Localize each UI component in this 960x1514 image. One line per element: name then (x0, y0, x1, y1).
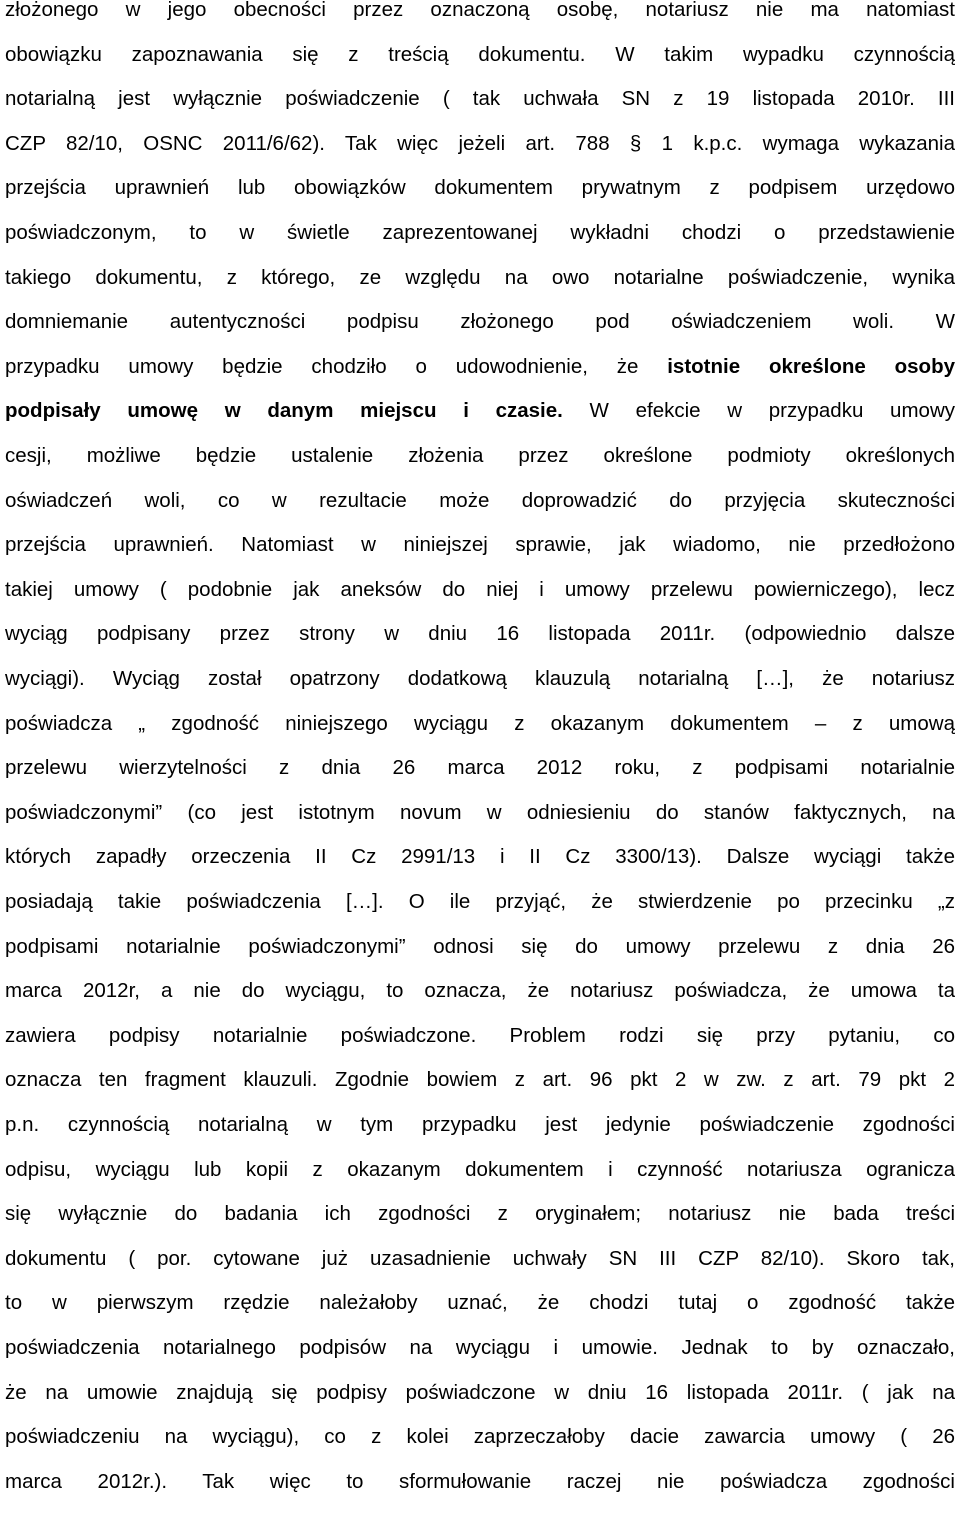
bold-text-segment: istotnie określone osoby (667, 354, 955, 378)
text-line (5, 622, 955, 666)
text-line (5, 221, 955, 265)
text-segment: oznacza ten fragment klauzuli. Zgodnie bowiem z art. 96 pkt 2 w zw. z art. 79 pkt 2 (5, 1068, 955, 1092)
text-line (5, 0, 955, 42)
text-segment: marca 2012r.). Tak więc to sformułowanie raczej nie poświadcza zgodności (5, 1469, 955, 1493)
text-segment: że na umowie znajdują się podpisy poświadczone w dniu 16 listopada 2011r. ( jak na (5, 1380, 955, 1404)
text-segment: oświadczeń woli, co w rezultacie może doprowadzić do przyjęcia skuteczności (5, 488, 955, 512)
text-line (5, 444, 955, 488)
text-segment: odpisu, wyciągu lub kopii z okazanym dokumentem i czynność notariusza ogranicza (5, 1157, 955, 1181)
text-line (5, 578, 955, 622)
text-segment: dokumentu ( por. cytowane już uzasadnienie uchwały SN III CZP 82/10). Skoro tak, (5, 1246, 955, 1270)
text-segment: poświadczonym, to w świetle zaprezentowanej wykładni chodzi o przedstawienie (5, 221, 955, 244)
text-segment: notarialną jest wyłącznie poświadczenie ( tak uchwała SN z 19 listopada 2010r. III (5, 87, 955, 111)
text-line (5, 87, 955, 131)
text-line (5, 1291, 955, 1335)
text-segment: posiadają takie poświadczenia […]. O ile przyjąć, że stwierdzenie po przecinku „z (5, 890, 955, 913)
text-segment: poświadczonymi” (co jest istotnym novum w odniesieniu do stanów faktycznych, na (5, 800, 955, 824)
text-line (5, 266, 955, 310)
text-segment: wyciągi). Wyciąg został opatrzony dodatkową klauzulą notarialną […], że notariusz (5, 667, 955, 690)
text-line (5, 1158, 955, 1202)
text-segment: obowiązku zapoznawania się z treścią dokumentu. W takim wypadku czynnością (5, 42, 955, 66)
text-line (5, 935, 955, 979)
text-segment: cesji, możliwe będzie ustalenie złożenia przez określone podmioty określonych (5, 444, 955, 467)
text-line (5, 176, 955, 220)
text-segment: przejścia uprawnień lub obowiązków dokumentem prywatnym z podpisem urzędowo (5, 176, 955, 200)
text-line (5, 1470, 955, 1514)
text-segment: przejścia uprawnień. Natomiast w niniejszej sprawie, jak wiadomo, nie przedłożono (5, 533, 955, 557)
text-line (5, 890, 955, 934)
text-segment: takiej umowy ( podobnie jak aneksów do niej i umowy przelewu powierniczego), lecz (5, 577, 955, 601)
text-line (5, 1336, 955, 1380)
text-line (5, 1024, 955, 1068)
text-line (5, 801, 955, 845)
text-segment: takiego dokumentu, z którego, ze względu na owo notarialne poświadczenie, wynika (5, 265, 955, 289)
text-segment: p.n. czynnością notarialną w tym przypadku jest jedynie poświadczenie zgodności (5, 1113, 955, 1136)
text-segment: złożonego w jego obecności przez oznaczoną osobę, notariusz nie ma natomiast (5, 0, 955, 21)
text-line (5, 1202, 955, 1246)
text-line (5, 979, 955, 1023)
text-line (5, 533, 955, 577)
text-line (5, 132, 955, 176)
text-line (5, 845, 955, 889)
text-line (5, 1068, 955, 1112)
text-line (5, 43, 955, 87)
text-line (5, 355, 955, 399)
text-segment: się wyłącznie do badania ich zgodności z oryginałem; notariusz nie bada treści (5, 1202, 955, 1226)
text-segment: zawiera podpisy notarialnie poświadczone. Problem rodzi się przy pytaniu, co (5, 1023, 955, 1047)
text-segment: CZP 82/10, OSNC 2011/6/62). Tak więc jeżeli art. 788 § 1 k.p.c. wymaga wykazania (5, 131, 955, 155)
text-line (5, 310, 955, 354)
text-segment: to w pierwszym rzędzie należałoby uznać, że chodzi tutaj o zgodność także (5, 1291, 955, 1315)
text-line (5, 399, 955, 443)
text-segment: podpisami notarialnie poświadczonymi” odnosi się do umowy przelewu z dnia 26 (5, 934, 955, 958)
text-segment: których zapadły orzeczenia II Cz 2991/13 i II Cz 3300/13). Dalsze wyciągi także (5, 845, 955, 869)
text-segment: poświadczenia notarialnego podpisów na wyciągu i umowie. Jednak to by oznaczało, (5, 1336, 955, 1359)
text-line (5, 1247, 955, 1291)
text-line (5, 756, 955, 800)
text-line (5, 1381, 955, 1425)
text-segment: przypadku umowy będzie chodziło o udowodnienie, że (5, 354, 668, 378)
text-segment: wyciąg podpisany przez strony w dniu 16 listopada 2011r. (odpowiednio dalsze (5, 622, 955, 646)
text-segment: marca 2012r, a nie do wyciągu, to oznacza, że notariusz poświadcza, że umowa ta (5, 979, 955, 1003)
text-line (5, 489, 955, 533)
text-line (5, 1425, 955, 1469)
text-line (5, 667, 955, 711)
text-line (5, 712, 955, 756)
text-segment: domniemanie autentyczności podpisu złożonego pod oświadczeniem woli. W (5, 310, 955, 334)
text-line (5, 1113, 955, 1157)
text-segment: poświadczeniu na wyciągu), co z kolei zaprzeczałoby dacie zawarcia umowy ( 26 (5, 1425, 955, 1449)
text-segment: W efekcie w przypadku umowy (562, 399, 955, 423)
text-segment: przelewu wierzytelności z dnia 26 marca 2012 roku, z podpisami notarialnie (5, 756, 955, 780)
text-segment: poświadcza „ zgodność niniejszego wyciągu z okazanym dokumentem – z umową (5, 711, 955, 735)
bold-text-segment: podpisały umowę w danym miejscu i czasie. (5, 399, 563, 423)
